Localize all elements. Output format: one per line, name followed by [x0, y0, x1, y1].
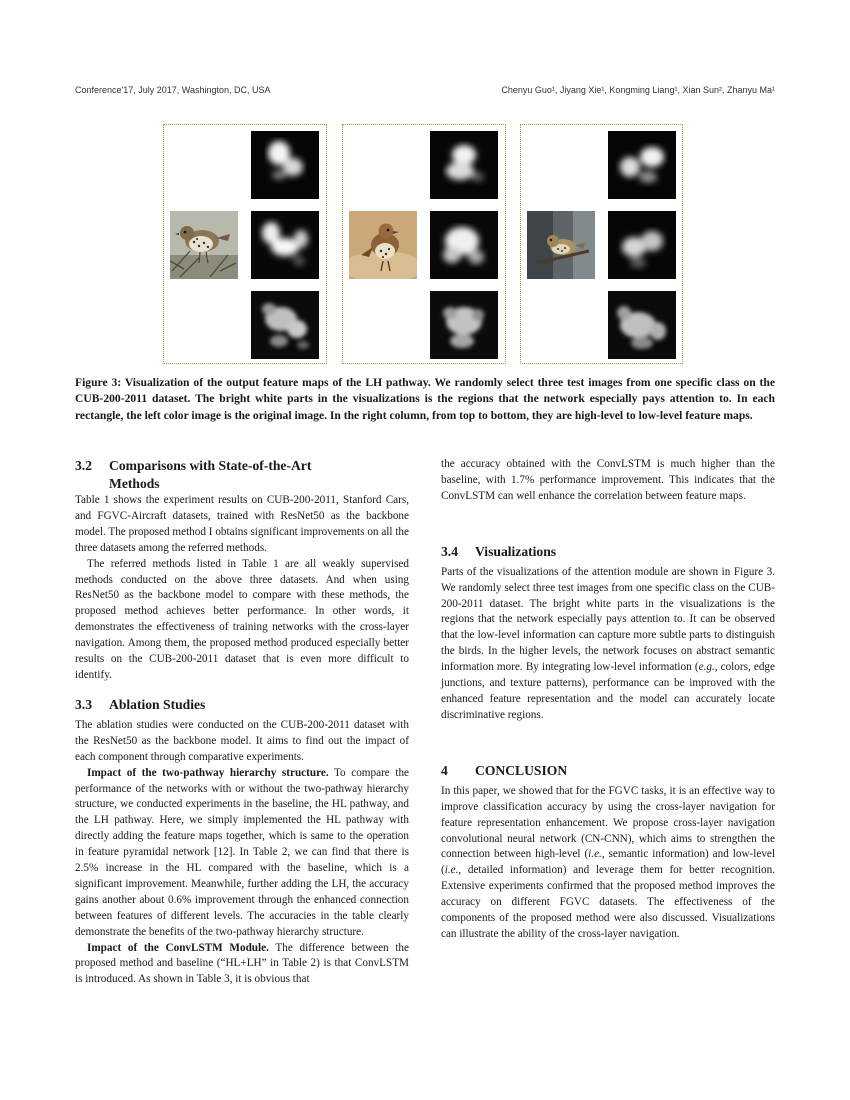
bird-photo-1: [170, 211, 238, 279]
conclusion-paragraph: In this paper, we showed that for the FGVC tasks, it is an effective way to improve classification accuracy by using the cross-layer navigation for feature representation enhancement. We propose cross-layer navigation convolutional neural network (CN-CNN), which aims to strengthen the connection between high-level (i.e., semantic information) and low-level (i.e., detailed information) and leverage them for better recognition. Extensive experiments confirmed that the proposed method improves the accuracy on different FGVC datasets. The effectiveness of the components of the proposed method were also discussed. Visualizations can illustrate the ability of the cross-layer navigation.: [441, 784, 775, 940]
feature-map-2-low: [430, 291, 498, 359]
section-3-2-paragraph-2: The referred methods listed in Table 1 are all weakly supervised methods conducted on the above three datasets. And when using ResNet50 as the backbone model to compare with these methods, the proposed method achieves better performance. In other words, it demonstrates the effectiveness of training networks with the cross-layer navigation. Among them, the proposed method produced especially better results on the CUB-200-2011 dataset that is even more difficult to identify.: [75, 557, 409, 681]
running-header-left: Conference'17, July 2017, Washington, DC, USA: [75, 85, 271, 95]
figure-panel-2: [342, 124, 506, 364]
figure-3: [163, 124, 683, 366]
bird-photo-2: [349, 211, 417, 279]
section-3-2-paragraph-1: Table 1 shows the experiment results on CUB-200-2011, Stanford Cars, and FGVC-Aircraft datasets, trained with ResNet50 as the backbone model. The proposed method I obtains significant improvements on all the three datasets among the referred methods.: [75, 494, 409, 554]
right-column-continuation: the accuracy obtained with the ConvLSTM is much higher than the baseline, with 1.7% performance improvement. This indicates that the ConvLSTM can well enhance the correlation between feature maps.: [441, 458, 775, 502]
feature-map-1-high: [251, 131, 319, 199]
section-3-2-heading-cont: Methods: [109, 476, 160, 491]
figure-3-caption: Figure 3: Visualization of the output feature maps of the LH pathway. We randomly select three test images from one specific class on the CUB-200-2011 dataset. The bright white parts in the visualizations is the regions that the network especially pays attention to. In each rectangle, the left color image is the original image. In the right column, from top to bottom, they are high-level to low-level feature maps.: [75, 376, 775, 422]
left-column: [75, 457, 409, 988]
section-3-4-paragraph: Parts of the visualizations of the attention module are shown in Figure 3. We randomly select three test images from one specific class on the CUB-200-2011 dataset. The bright white parts in the visualizations is the regions that the network especially pays attention to. It can be observed that the low-level information can capture more subtle parts to distinguish the birds. In the higher levels, the network focuses on abstract semantic information more. By integrating low-level information (e.g., colors, edge junctions, and texture patterns), performance can be improved with the enhanced feature representation and the model can accurately locate discriminative regions.: [441, 565, 775, 721]
section-3-3-heading: 3.3 Ablation Studies: [75, 696, 206, 712]
section-3-3-paragraph-3: Impact of the ConvLSTM Module. The difference between the proposed method and baseline (“HL+LH” in Table 2) is that ConvLSTM is introduced. As shown in Table 3, it is obvious that: [75, 941, 409, 986]
section-3-2-heading: 3.2 Comparisons with State-of-the-Art: [75, 458, 312, 473]
feature-map-1-low: [251, 291, 319, 359]
feature-map-1-mid: [251, 211, 319, 279]
feature-map-2-mid: [430, 211, 498, 279]
section-3-4-heading: 3.4 Visualizations: [441, 543, 557, 559]
running-header-right: Chenyu Guo¹, Jiyang Xie¹, Kongming Liang¹, Xian Sun², Zhanyu Ma¹: [501, 85, 775, 95]
feature-map-3-high: [608, 131, 676, 199]
feature-map-2-high: [430, 131, 498, 199]
feature-map-3-mid: [608, 211, 676, 279]
right-column: [441, 457, 775, 943]
figure-panel-3: [520, 124, 683, 364]
feature-map-3-low: [608, 291, 676, 359]
bird-photo-3: [527, 211, 595, 279]
section-3-3-paragraph-2: Impact of the two-pathway hierarchy structure. To compare the performance of the networks with or without the two-pathway hierarchy structure, we conducted experiments in the baseline, the HL pathway, and the LH pathway. Here, we simply implemented the HL pathway with directly adding the feature maps together, which is same to the operation in feature pyramidal network [12]. In Table 2, we can find that there is 2.5% increase in the HL compared with the baseline, which is a significant improvement. Meanwhile, further adding the LH, the accuracy gains another about 0.6% improvement through the enhanced connection between features of different levels. The accuracies in the table clearly demonstrate the benefits of the two-pathway hierarchy structure.: [75, 766, 410, 938]
section-3-3-paragraph-1: The ablation studies were conducted on the CUB-200-2011 dataset with the ResNet50 as the backbone model. It aims to find out the impact of each component through comparative experiments.: [75, 718, 409, 763]
figure-panel-1: [163, 124, 327, 364]
section-4-heading: 4 CONCLUSION: [441, 762, 568, 778]
